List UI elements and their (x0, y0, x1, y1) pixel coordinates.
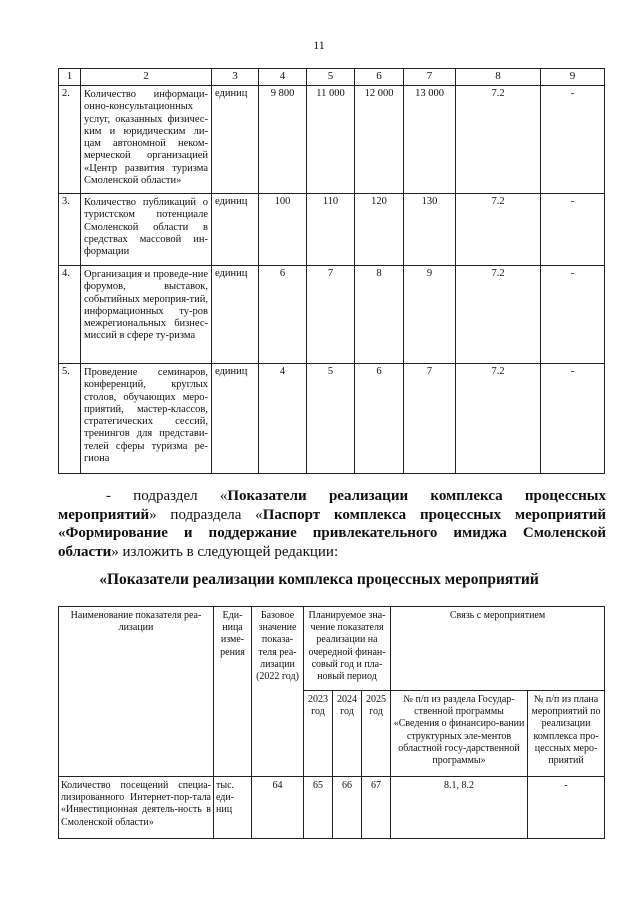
value-2024: 66 (333, 777, 362, 839)
value: 5 (307, 364, 355, 474)
table-row (59, 266, 605, 364)
value: 100 (259, 194, 307, 266)
indicator-name: Организация и проведе-ние форумов, выставок, событийных мероприя-тий, информационных ту-ров межрегиональных бизнес-миссий в сфере ту-ризма (81, 266, 212, 364)
header-year: 2024 год (333, 691, 362, 777)
link-number: 7.2 (456, 86, 541, 194)
gp-number: 8.1, 8.2 (391, 777, 528, 839)
value-2023: 65 (304, 777, 333, 839)
col-num: 5 (307, 69, 355, 86)
indicator-name: Количество информаци-онно-консультационных услуг, оказанных физичес-ким и юридическим ли-цам автономной неком-мерческой организацией «Центр развития туризма Смоленской области» (81, 86, 212, 194)
unit: единиц (212, 364, 259, 474)
col-num: 1 (59, 69, 81, 86)
value: 7 (307, 266, 355, 364)
value: 8 (355, 266, 404, 364)
row-number: 5. (59, 364, 81, 474)
value: 11 000 (307, 86, 355, 194)
col-num: 3 (212, 69, 259, 86)
value: 6 (355, 364, 404, 474)
table-row (59, 86, 605, 194)
row-number: 2. (59, 86, 81, 194)
indicator-name: Проведение семинаров, конференций, круглых столов, обучающих меро-приятий, мастер-классов, стратегических сессий, тренингов для представи-телей сферы туризма ре-гиона (81, 364, 212, 474)
col-num: 6 (355, 69, 404, 86)
value: 130 (404, 194, 456, 266)
value: 6 (259, 266, 307, 364)
indicator-name: Количество публикаций о туристском потенциале Смоленской области в средствах массовой ин-формации (81, 194, 212, 266)
header-base-value: Базовое значение показа-теля реа-лизации (2022 год) (252, 607, 304, 777)
table-row (59, 777, 605, 839)
page-number: 11 (313, 38, 325, 52)
header-link: Связь с мероприятием (391, 607, 605, 691)
para-text: » изложить в следующей редакции: (111, 543, 339, 560)
col-num: 7 (404, 69, 456, 86)
value: 9 800 (259, 86, 307, 194)
row-number: 3. (59, 194, 81, 266)
base-value: 64 (252, 777, 304, 839)
plan-number: - (541, 194, 605, 266)
table-row (59, 194, 605, 266)
col-num: 2 (81, 69, 212, 86)
header-gp-number: № п/п из раздела Государ-ственной программы «Сведения о финансиро-вании структурных эле-ментов областной госу-дарственной программы» (391, 691, 528, 777)
unit: единиц (212, 266, 259, 364)
header-indicator-name: Наименование показателя реа-лизации (59, 607, 214, 777)
unit: единиц (212, 86, 259, 194)
para-bold: Паспорт комплекса процессных мероприятий «Формирование и поддержание привлекательного имиджа Смоленской области (58, 506, 606, 560)
value: 120 (355, 194, 404, 266)
indicators-table-continuation (58, 68, 605, 474)
unit: тыс. еди-ниц (214, 777, 252, 839)
plan-number: - (541, 266, 605, 364)
header-year: 2025 год (362, 691, 391, 777)
amendment-paragraph (58, 487, 606, 561)
process-indicators-table (58, 606, 605, 839)
value: 12 000 (355, 86, 404, 194)
indicator-name: Количество посещений специа-лизированного Интернет-пор-тала «Инвестиционная деятель-ность в Смоленской области» (59, 777, 214, 839)
value: 4 (259, 364, 307, 474)
header-year: 2023 год (304, 691, 333, 777)
col-num: 9 (541, 69, 605, 86)
header-row (59, 607, 605, 691)
header-unit: Еди-ница изме-рения (214, 607, 252, 777)
para-text: » подраздела « (149, 506, 263, 523)
plan-number: - (541, 86, 605, 194)
value: 7 (404, 364, 456, 474)
value: 9 (404, 266, 456, 364)
para-bold: Показатели реализации комплекса процессных мероприятий (58, 488, 607, 523)
row-number: 4. (59, 266, 81, 364)
para-text: - подраздел « (106, 488, 228, 504)
col-num: 4 (259, 69, 307, 86)
section-title: «Показатели реализации комплекса процессных мероприятий (99, 571, 539, 588)
value: 13 000 (404, 86, 456, 194)
kp-number: - (528, 777, 605, 839)
header-kp-number: № п/п из плана мероприятий по реализации комплекса про-цессных меро-приятий (528, 691, 605, 777)
header-planned-value: Планируемое зна-чение показателя реализации на очередной финан-совый год и пла-новый период (304, 607, 391, 691)
column-number-row (59, 69, 605, 86)
plan-number: - (541, 364, 605, 474)
value: 110 (307, 194, 355, 266)
value-2025: 67 (362, 777, 391, 839)
link-number: 7.2 (456, 364, 541, 474)
col-num: 8 (456, 69, 541, 86)
link-number: 7.2 (456, 194, 541, 266)
table-row (59, 364, 605, 474)
unit: единиц (212, 194, 259, 266)
link-number: 7.2 (456, 266, 541, 364)
